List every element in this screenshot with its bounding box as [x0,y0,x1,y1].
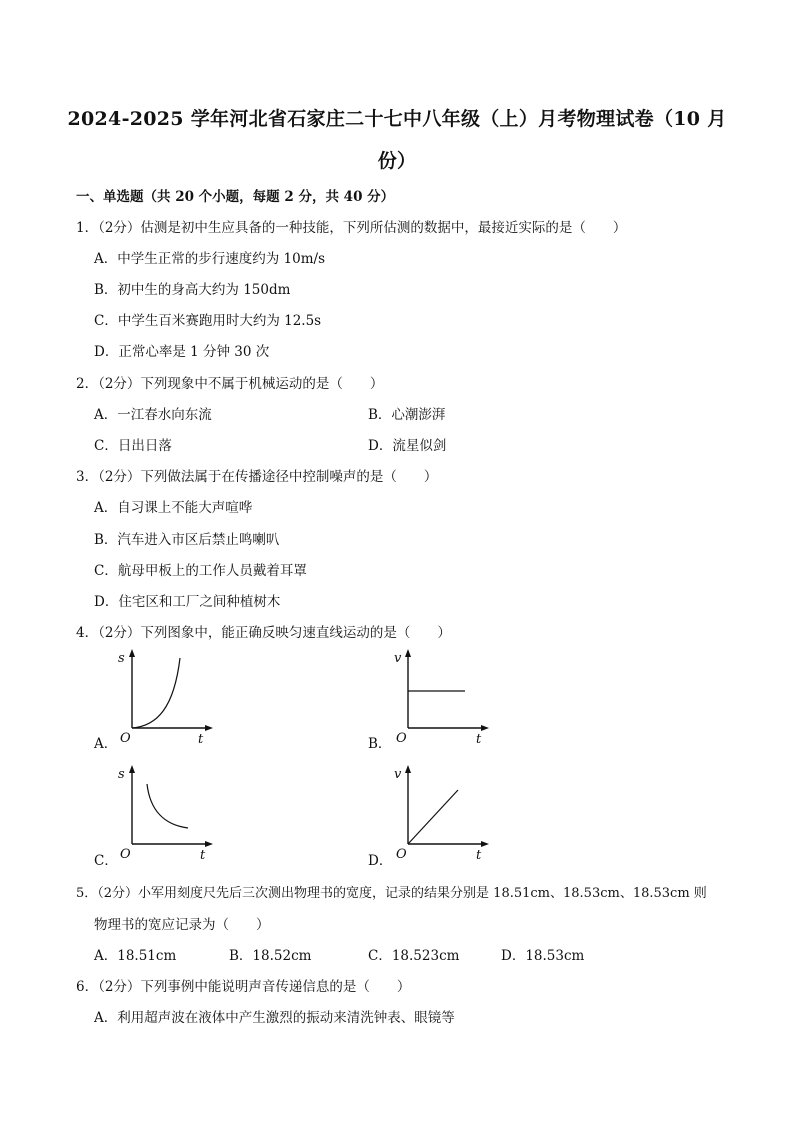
graph-b-y-label: v [394,651,402,666]
question-2-option-c: C．日出日落 [94,438,172,454]
question-5-stem-line1: 5．（2分）小军用刻度尺先后三次测出物理书的宽度，记录的结果分别是 18.51cm、18.53cm、18.53cm 则 [76,886,707,901]
page-title-line1: 2024-2025 学年河北省石家庄二十七中八年级（上）月考物理试卷（10 月 [67,108,727,130]
graph-c-origin: O [120,847,131,862]
question-3-option-b: B．汽车进入市区后禁止鸣喇叭 [94,532,280,548]
graph-a-y-label: s [118,651,125,666]
question-6-option-a: A．利用超声波在液体中产生激烈的振动来清洗钟表、眼镜等 [94,1010,455,1026]
question-3-option-a: A．自习课上不能大声喧哗 [94,500,253,516]
question-1-stem: 1．（2分）估测是初中生应具备的一种技能，下列所估测的数据中，最接近实际的是（ ） [76,220,627,236]
question-2-stem: 2．（2分）下列现象中不属于机械运动的是（ ） [76,376,384,392]
question-4-option-d: D． [368,853,393,869]
question-4-stem: 4．（2分）下列图象中，能正确反映匀速直线运动的是（ ） [76,625,451,641]
question-2-option-a: A．一江春水向东流 [94,407,212,423]
question-4-option-b: B． [368,736,392,752]
question-1-option-d: D．正常心率是 1 分钟 30 次 [94,344,270,360]
question-6-stem: 6．（2分）下列事例中能说明声音传递信息的是（ ） [76,979,411,995]
graph-a-st-curve [112,646,222,746]
question-3-stem: 3．（2分）下列做法属于在传播途径中控制噪声的是（ ） [76,469,438,485]
graph-b-x-label: t [476,732,482,746]
question-1-option-c: C．中学生百米赛跑用时大约为 12.5s [94,313,322,329]
question-5-option-a: A．18.51cm [94,948,177,964]
graph-a-origin: O [120,731,131,746]
question-2-option-d: D．流星似剑 [368,438,447,454]
question-4-option-a: A． [94,736,118,752]
graph-d-y-label: v [394,767,402,782]
question-5-stem-line2: 物理书的宽应记录为（ ） [94,917,270,933]
graph-b-origin: O [396,731,407,746]
graph-d-x-label: t [476,848,482,862]
graph-d-vt-increasing [388,762,498,862]
graph-c-x-label: t [200,848,206,862]
page-title-line2: 份） [377,150,417,172]
graph-d-origin: O [396,847,407,862]
question-1-option-b: B．初中生的身高大约为 150dm [94,282,291,298]
question-1-option-a: A．中学生正常的步行速度约为 10m/s [94,251,325,267]
question-5-option-c: C．18.523cm [368,948,460,964]
question-5-option-b: B．18.52cm [229,948,312,964]
question-2-option-b: B．心潮澎湃 [368,407,446,423]
question-4-option-c: C． [94,853,118,869]
graph-b-vt-constant [388,646,498,746]
graph-c-st-decreasing [112,762,222,862]
question-3-option-d: D．住宅区和工厂之间种植树木 [94,594,281,610]
section-heading: 一、单选题（共 20 个小题，每题 2 分，共 40 分） [76,189,395,205]
question-5-option-d: D．18.53cm [501,948,585,964]
graph-a-x-label: t [198,732,204,746]
graph-c-y-label: s [118,767,125,782]
question-3-option-c: C．航母甲板上的工作人员戴着耳罩 [94,563,307,579]
